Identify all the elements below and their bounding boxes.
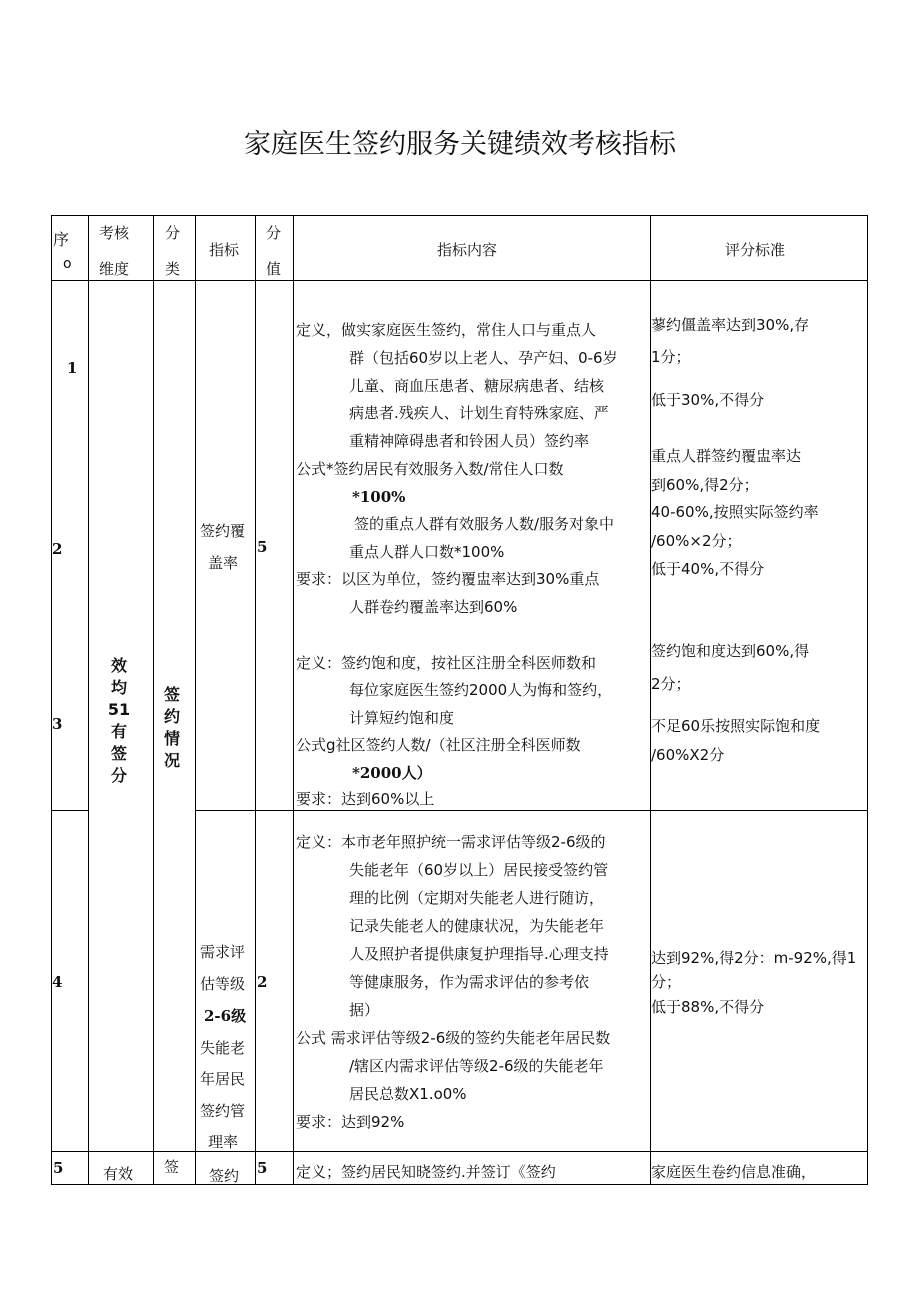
content-line: 重点人群人口数*100% bbox=[349, 543, 505, 561]
content-line: 理的比例（定期对失能老人进行随访， bbox=[349, 889, 605, 907]
content-line: 计算短约饱和度 bbox=[349, 709, 455, 727]
score-value: 2 bbox=[257, 973, 268, 991]
category-partial: 签 bbox=[164, 1158, 180, 1176]
indicator-line: 理率 bbox=[208, 1133, 239, 1151]
content-line: 公式g社区签约人数/（社区注册全科医师数 bbox=[296, 736, 581, 754]
content-line: 群（包括60岁以上老人、孕产妇、0-6岁 bbox=[349, 349, 618, 367]
criteria-line: 家庭医生卷约信息准确， bbox=[651, 1163, 817, 1181]
content-line: 居民总数X1.o0% bbox=[349, 1085, 467, 1103]
criteria-line: 低于88%,不得分 bbox=[651, 998, 765, 1016]
indicator-line: 年居民 bbox=[200, 1070, 246, 1088]
indicator-partial: 签约 bbox=[209, 1167, 240, 1185]
content-line: *2000人） bbox=[352, 764, 432, 782]
dimension-partial: 有效 bbox=[103, 1165, 134, 1183]
header-seq-mark: o bbox=[63, 256, 72, 272]
header-seq: 序 bbox=[53, 230, 70, 249]
content-line: 儿童、商血压患者、糖尿病患者、结核 bbox=[349, 377, 605, 395]
score-value: 5 bbox=[257, 538, 268, 556]
content-line: 人及照护者提供康复护理指导.心理支持 bbox=[349, 945, 609, 963]
row-number-1: 1 bbox=[67, 359, 78, 377]
header-score-1: 分 bbox=[266, 224, 282, 242]
row-number-5: 5 bbox=[53, 1159, 64, 1177]
criteria-line: 低于30%,不得分 bbox=[651, 391, 765, 409]
indicator-line: 失能老 bbox=[200, 1039, 246, 1057]
criteria-line: 签约饱和度达到60%,得 bbox=[651, 642, 810, 660]
content-line: 签的重点人群有效服务人数/服务对象中 bbox=[354, 515, 615, 533]
header-criteria: 评分标准 bbox=[725, 241, 786, 259]
indicator-line: 签约管 bbox=[200, 1102, 246, 1120]
criteria-line: 分； bbox=[651, 973, 682, 991]
category-cell: 签约情况 bbox=[163, 685, 180, 770]
content-line: 每位家庭医生签约2000人为悔和签约， bbox=[349, 681, 613, 699]
content-line: /辖区内需求评估等级2-6级的失能老年 bbox=[349, 1057, 604, 1075]
content-line: 定义，做实家庭医生签约，常住人口与重点人 bbox=[296, 321, 597, 339]
content-line: 要求：以区为单位，签约覆盅率达到30%重点 bbox=[296, 570, 600, 588]
header-content: 指标内容 bbox=[437, 241, 498, 259]
content-line: 公式 需求评估等级2-6级的签约失能老年居民数 bbox=[296, 1029, 611, 1047]
content-line: 要求：达到60%以上 bbox=[296, 790, 435, 808]
content-line: 定义：本市老年照护统一需求评估等级2-6级的 bbox=[296, 833, 606, 851]
content-line: 失能老年（60岁以上）居民接受签约管 bbox=[349, 861, 609, 879]
row-number-3: 3 bbox=[52, 715, 63, 733]
criteria-line: 蓼约僵盖率达到30%,存 bbox=[651, 316, 810, 334]
content-line: 病患者.残疾人、计划生育特殊家庭、严 bbox=[349, 404, 609, 422]
criteria-line: 低于40%,不得分 bbox=[651, 560, 765, 578]
content-line: 定义；签约居民知晓签约.并签订《签约 bbox=[296, 1163, 556, 1181]
page-title: 家庭医生签约服务关键绩效考核指标 bbox=[244, 129, 676, 160]
criteria-line: 不足60乐按照实际饱和度 bbox=[651, 717, 821, 735]
header-score-2: 值 bbox=[266, 260, 282, 278]
indicator-line: 盖率 bbox=[208, 554, 239, 572]
content-line: 记录失能老人的健康状况，为失能老年 bbox=[349, 917, 605, 935]
criteria-line: /60%X2分 bbox=[651, 746, 725, 764]
row-number-4: 4 bbox=[52, 973, 63, 991]
content-line: 公式*签约居民有效服务入数/常住人口数 bbox=[296, 460, 564, 478]
indicator-line: 2-6级 bbox=[204, 1007, 247, 1025]
header-dimension-1: 考核 bbox=[99, 224, 130, 242]
indicator-line: 需求评 bbox=[200, 943, 246, 961]
content-line: *100% bbox=[352, 488, 406, 506]
criteria-line: 重点人群签约覆盅率达 bbox=[651, 447, 802, 465]
row-number-2: 2 bbox=[52, 540, 63, 558]
header-category-1: 分 bbox=[165, 224, 181, 242]
content-line: 重精神障碍患者和铃困人员）签约率 bbox=[349, 432, 590, 450]
criteria-line: 1分； bbox=[651, 348, 691, 366]
criteria-line: 40-60%,按照实际签约率 bbox=[651, 503, 819, 521]
criteria-line: 2分； bbox=[651, 675, 691, 693]
criteria-line: 达到92%,得2分：m-92%,得1 bbox=[651, 949, 857, 967]
content-line: 据） bbox=[349, 1001, 380, 1019]
content-line: 定义：签约饱和度，按社区注册全科医师数和 bbox=[296, 654, 597, 672]
criteria-line: /60%×2分； bbox=[651, 532, 742, 550]
indicator-line: 估等级 bbox=[200, 975, 246, 993]
score-value: 5 bbox=[257, 1159, 268, 1177]
header-category-2: 类 bbox=[165, 260, 181, 278]
dimension-cell: 效均51有签分 bbox=[107, 656, 131, 785]
criteria-line: 到60%,得2分； bbox=[651, 476, 759, 494]
content-line: 人群卷约覆盖率达到60% bbox=[349, 598, 518, 616]
indicator-line: 签约覆 bbox=[200, 522, 246, 540]
content-line: 要求：达到92% bbox=[296, 1113, 405, 1131]
header-indicator: 指标 bbox=[209, 241, 240, 259]
content-line: 等健康服务，作为需求评估的参考依 bbox=[349, 973, 590, 991]
header-dimension-2: 维度 bbox=[99, 260, 130, 278]
